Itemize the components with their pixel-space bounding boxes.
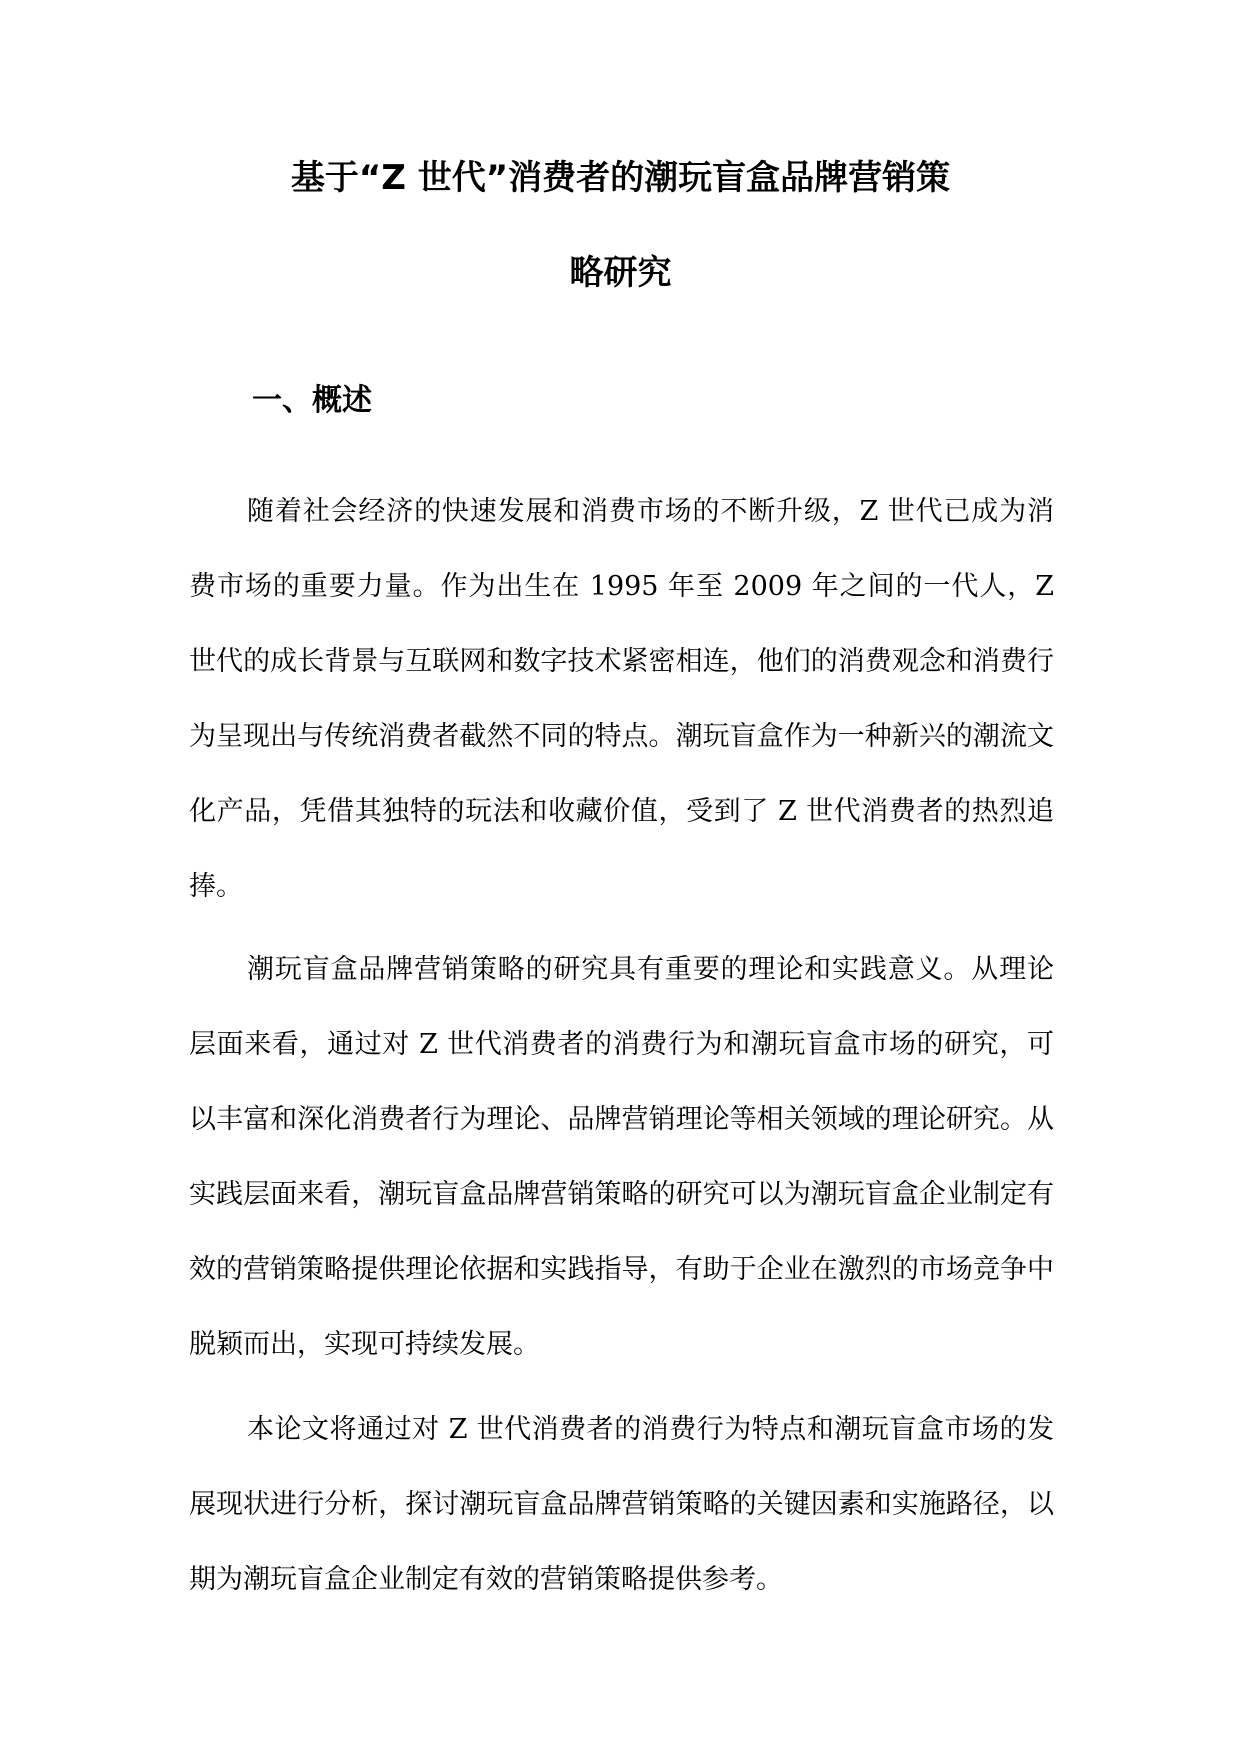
body-paragraph-2: 潮玩盲盒品牌营销策略的研究具有重要的理论和实践意义。从理论层面来看，通过对 Z 世代消费者的消费行为和潮玩盲盒市场的研究，可以丰富和深化消费者行为理论、品牌营销理论等相关领域的理论研究。从实践层面来看，潮玩盲盒品牌营销策略的研究可以为潮玩盲盒企业制定有效的营销策略提供理论依据和实践指导，有助于企业在激烈的市场竞争中脱颖而出，实现可持续发展。 (189, 954, 1054, 1360)
body-paragraph-1: 随着社会经济的快速发展和消费市场的不断升级，Z 世代已成为消费市场的重要力量。作为出生在 1995 年至 2009 年之间的一代人，Z 世代的成长背景与互联网和数字技术紧密相连，他们的消费观念和消费行为呈现出与传统消费者截然不同的特点。潮玩盲盒作为一种新兴的潮流文化产品，凭借其独特的玩法和收藏价值，受到了 Z 世代消费者的热烈追捧。 (189, 496, 1054, 902)
document-title-line-1: 基于“Z 世代”消费者的潮玩盲盒品牌营销策 (290, 158, 951, 198)
section-heading: 一、概述 (252, 383, 372, 418)
document-title-line-2: 略研究 (569, 253, 672, 293)
body-paragraph-3: 本论文将通过对 Z 世代消费者的消费行为特点和潮玩盲盒市场的发展现状进行分析，探讨潮玩盲盒品牌营销策略的关键因素和实施路径，以期为潮玩盲盒企业制定有效的营销策略提供参考。 (189, 1414, 1054, 1595)
